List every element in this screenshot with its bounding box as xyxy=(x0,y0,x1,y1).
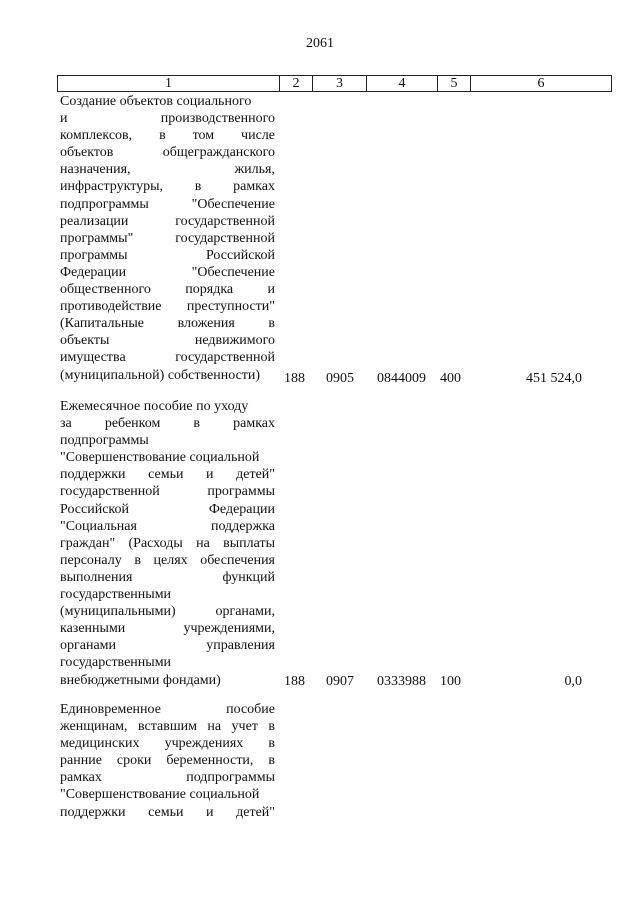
desc-line: объекты недвижимого xyxy=(60,333,275,349)
desc-line: государственной программы xyxy=(60,484,275,500)
desc-line: программы" государственной xyxy=(60,230,275,246)
desc-line: казенными учреждениями, xyxy=(60,621,275,637)
desc-line: Единовременное пособие xyxy=(60,702,275,717)
desc-line: комплексов, в том числе xyxy=(60,128,275,144)
desc-line: "Совершенствование социальной xyxy=(60,787,260,803)
header-col-5: 5 xyxy=(438,76,471,91)
header-col-2: 2 xyxy=(280,76,313,91)
desc-line: Федерации "Обеспечение xyxy=(60,264,275,280)
col-gr-value: 188 xyxy=(284,674,305,689)
desc-line: (муниципальными) органами, xyxy=(60,604,275,620)
desc-line: "Совершенствование социальной xyxy=(60,450,260,466)
desc-line: за ребенком в рамках xyxy=(60,416,275,432)
col-gr-value: 188 xyxy=(284,371,305,386)
col-amount-value: 0,0 xyxy=(564,674,582,689)
row-description xyxy=(60,93,275,384)
desc-line: персоналу в целях обеспечения xyxy=(60,552,275,568)
desc-line: государственными xyxy=(60,587,172,603)
desc-line: Российской Федерации xyxy=(60,501,275,517)
desc-line: выполнения функций xyxy=(60,569,275,585)
desc-line: медицинских учреждениях в xyxy=(60,736,275,752)
desc-line: поддержки семьи и детей" xyxy=(60,804,275,820)
header-col-1: 1 xyxy=(58,76,280,91)
col-pr-value: 0905 xyxy=(326,371,354,386)
header-col-6: 6 xyxy=(537,76,545,91)
desc-line: подпрограммы xyxy=(60,433,149,449)
header-col-3: 3 xyxy=(313,76,367,91)
header-col-4: 4 xyxy=(367,76,438,91)
col-cs-value: 0333988 xyxy=(377,674,426,689)
desc-line: имущества государственной xyxy=(60,350,275,366)
desc-line: общественного порядка и xyxy=(60,282,275,298)
col-pr-value: 0907 xyxy=(326,674,354,689)
desc-line: объектов общегражданского xyxy=(60,145,275,161)
table-header xyxy=(57,75,612,92)
desc-line: программы Российской xyxy=(60,247,275,263)
desc-line: ранние сроки беременности, в xyxy=(60,753,275,769)
desc-line: Ежемесячное пособие по уходу xyxy=(60,399,249,414)
desc-line: инфраструктуры, в рамках xyxy=(60,179,275,195)
desc-line: (Капитальные вложения в xyxy=(60,316,275,332)
desc-line: и производственного xyxy=(60,111,275,127)
row-description xyxy=(60,398,275,689)
desc-line: "Социальная поддержка xyxy=(60,518,275,534)
desc-line: поддержки семьи и детей" xyxy=(60,467,275,483)
page-number: 2061 xyxy=(306,36,334,51)
desc-line: противодействие преступности" xyxy=(60,299,275,315)
row-description xyxy=(60,701,275,821)
desc-line: женщинам, вставшим на учет в xyxy=(60,719,275,735)
desc-line: внебюджетными фондами) xyxy=(60,672,221,688)
desc-line: органами управления xyxy=(60,638,275,654)
col-vr-value: 100 xyxy=(440,674,461,689)
desc-line: назначения, жилья, xyxy=(60,162,275,178)
desc-line: Создание объектов социального xyxy=(60,94,252,109)
desc-line: подпрограммы "Обеспечение xyxy=(60,196,275,212)
desc-line: реализации государственной xyxy=(60,213,275,229)
desc-line: граждан" (Расходы на выплаты xyxy=(60,535,275,551)
col-cs-value: 0844009 xyxy=(377,371,426,386)
desc-line: рамках подпрограммы xyxy=(60,770,275,786)
desc-line: государственными xyxy=(60,655,172,671)
desc-line: (муниципальной) собственности) xyxy=(60,367,261,383)
col-amount-value: 451 524,0 xyxy=(526,371,582,386)
col-vr-value: 400 xyxy=(440,371,461,386)
